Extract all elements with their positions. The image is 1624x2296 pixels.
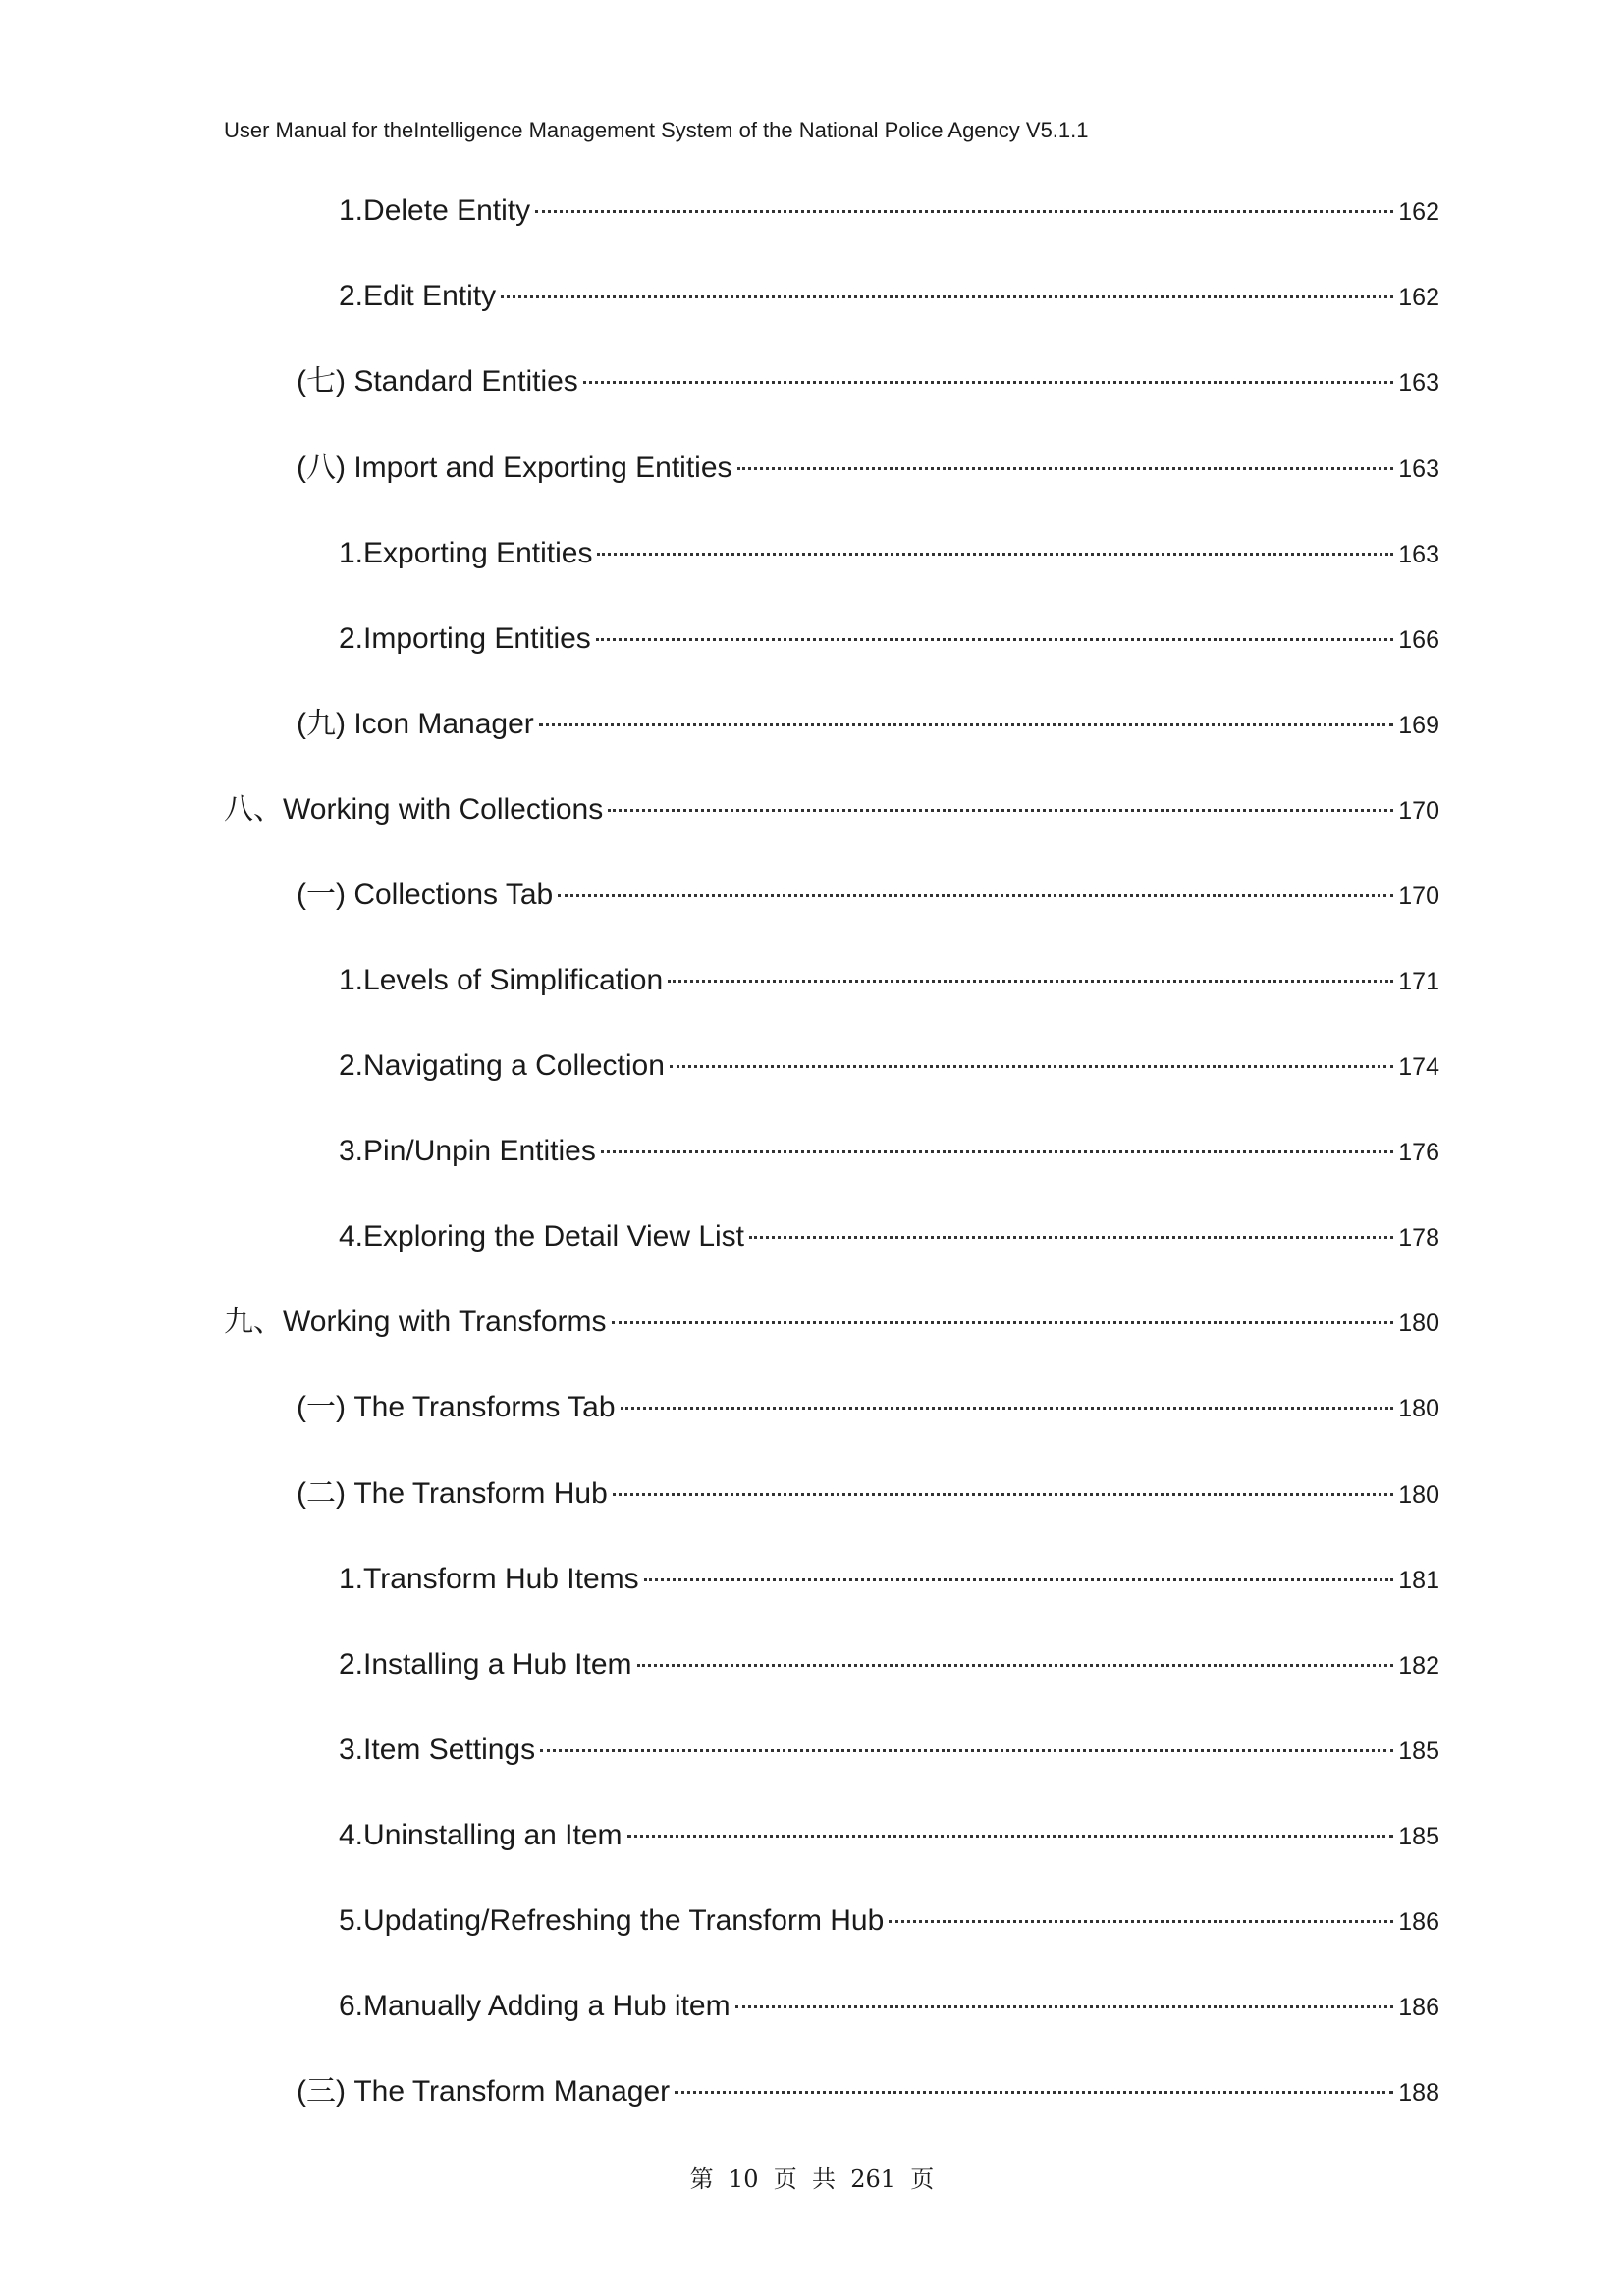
toc-page-number: 176 [1398,1139,1439,1166]
toc-page-number: 182 [1398,1652,1439,1680]
dot-leader [612,1321,1394,1324]
dot-leader [596,638,1393,641]
toc-number: (一) [297,879,354,911]
toc-entry[interactable] [339,1217,1439,1256]
toc-number: 3. [339,1135,364,1167]
toc-title: Pin/Unpin Entities [363,1135,596,1167]
dot-leader [675,2091,1393,2094]
toc-number: 5. [339,1904,364,1937]
toc-number: 4. [339,1220,364,1253]
toc-page-number: 174 [1398,1053,1439,1081]
toc-title: The Transform Hub [353,1477,608,1510]
dot-leader [539,723,1394,726]
toc-page-number: 186 [1398,1908,1439,1936]
toc-entry[interactable] [339,1816,1439,1855]
dot-leader [608,809,1393,812]
toc-page-number: 185 [1398,1737,1439,1765]
toc-page-number: 178 [1398,1224,1439,1252]
dot-leader [670,1065,1393,1068]
toc-title: Collections Tab [353,879,554,911]
dot-leader [637,1664,1394,1667]
dot-leader [613,1493,1394,1496]
toc-number: (二) [297,1477,354,1510]
toc-entry[interactable] [297,1388,1439,1427]
toc-page-number: 170 [1398,882,1439,910]
toc-title: Exploring the Detail View List [363,1220,745,1253]
dot-leader [601,1150,1393,1153]
dot-leader [535,210,1393,213]
dot-leader [540,1749,1393,1752]
toc-entry[interactable] [339,1560,1439,1599]
toc-page-number: 186 [1398,1994,1439,2021]
dot-leader [583,381,1393,384]
toc-page-number: 185 [1398,1823,1439,1850]
toc-number: (八) [297,452,354,484]
toc-title: The Transforms Tab [353,1391,616,1423]
toc-title: Navigating a Collection [363,1049,665,1082]
toc-number: (三) [297,2075,354,2108]
toc-page-number: 163 [1398,369,1439,397]
toc-page-number: 180 [1398,1481,1439,1509]
toc-number: 1. [339,194,364,227]
toc-title: Item Settings [363,1734,536,1766]
dot-leader [749,1236,1393,1239]
toc-entry[interactable] [339,961,1439,1000]
toc-number: 2. [339,622,364,655]
toc-number: (九) [297,708,354,740]
toc-page-number: 162 [1398,198,1439,226]
toc-entry[interactable] [224,790,1439,829]
toc-title: Importing Entities [363,622,591,655]
toc-entry[interactable] [297,449,1439,488]
toc-page-number: 163 [1398,455,1439,483]
toc-title: Working with Collections [283,793,604,826]
toc-entry[interactable] [339,534,1439,573]
toc-page-number: 163 [1398,541,1439,568]
dot-leader [889,1920,1393,1923]
toc-title: Uninstalling an Item [363,1819,623,1851]
toc-number: 3. [339,1734,364,1766]
toc-number: 1. [339,537,364,569]
toc-title: Working with Transforms [283,1306,607,1338]
toc-page-number: 166 [1398,626,1439,654]
toc-title: Icon Manager [353,708,534,740]
toc-title: Delete Entity [363,194,531,227]
toc-entry[interactable] [339,1132,1439,1171]
toc-number: 2. [339,280,364,312]
dot-leader [558,894,1393,897]
toc-page-number: 171 [1398,968,1439,995]
toc-entry[interactable] [339,191,1439,231]
toc-title: Standard Entities [353,365,578,398]
dot-leader [597,553,1393,556]
toc-entry[interactable] [297,1474,1439,1514]
toc-page-number: 188 [1398,2079,1439,2107]
toc-title: Manually Adding a Hub item [363,1990,731,2022]
toc-page-number: 180 [1398,1395,1439,1422]
dot-leader [668,980,1393,983]
toc-number: 6. [339,1990,364,2022]
toc-entry[interactable] [339,619,1439,659]
toc-entry[interactable] [297,362,1439,401]
toc-number: 2. [339,1049,364,1082]
toc-entry[interactable] [297,2072,1439,2111]
toc-entry[interactable] [297,876,1439,915]
page-footer: 第 10 页 共 261 页 [689,2165,935,2193]
dot-leader [621,1407,1394,1410]
toc-entry[interactable] [339,1645,1439,1684]
dot-leader [735,2005,1394,2008]
dot-leader [501,295,1393,298]
page-header: User Manual for theIntelligence Management System of the National Police Agency V5.1.1 [224,118,1089,142]
toc-number: 1. [339,964,364,996]
toc-number: (七) [297,365,354,398]
toc-title: Installing a Hub Item [363,1648,632,1681]
toc-number: 九、 [224,1306,283,1338]
dot-leader [737,467,1394,470]
toc-page-number: 162 [1398,284,1439,311]
toc-title: Import and Exporting Entities [353,452,732,484]
toc-title: Transform Hub Items [363,1563,639,1595]
toc-page-number: 180 [1398,1309,1439,1337]
toc-number: 八、 [224,793,283,826]
toc-number: (一) [297,1391,354,1423]
dot-leader [627,1835,1394,1838]
toc-page-number: 181 [1398,1567,1439,1594]
toc-entry[interactable] [339,1046,1439,1086]
toc-title: Levels of Simplification [363,964,664,996]
toc-entry[interactable] [339,277,1439,316]
toc-page-number: 170 [1398,797,1439,825]
toc-entry[interactable] [224,1303,1439,1342]
toc-title: Exporting Entities [363,537,593,569]
toc-number: 4. [339,1819,364,1851]
toc-number: 1. [339,1563,364,1595]
toc-entry[interactable] [297,705,1439,744]
toc-title: The Transform Manager [353,2075,671,2108]
toc-entry[interactable] [339,1731,1439,1770]
toc-entry[interactable] [339,1987,1439,2026]
toc-title: Updating/Refreshing the Transform Hub [363,1904,885,1937]
dot-leader [644,1578,1394,1581]
toc-entry[interactable] [339,1901,1439,1941]
toc-number: 2. [339,1648,364,1681]
toc-page-number: 169 [1398,712,1439,739]
toc-title: Edit Entity [363,280,497,312]
